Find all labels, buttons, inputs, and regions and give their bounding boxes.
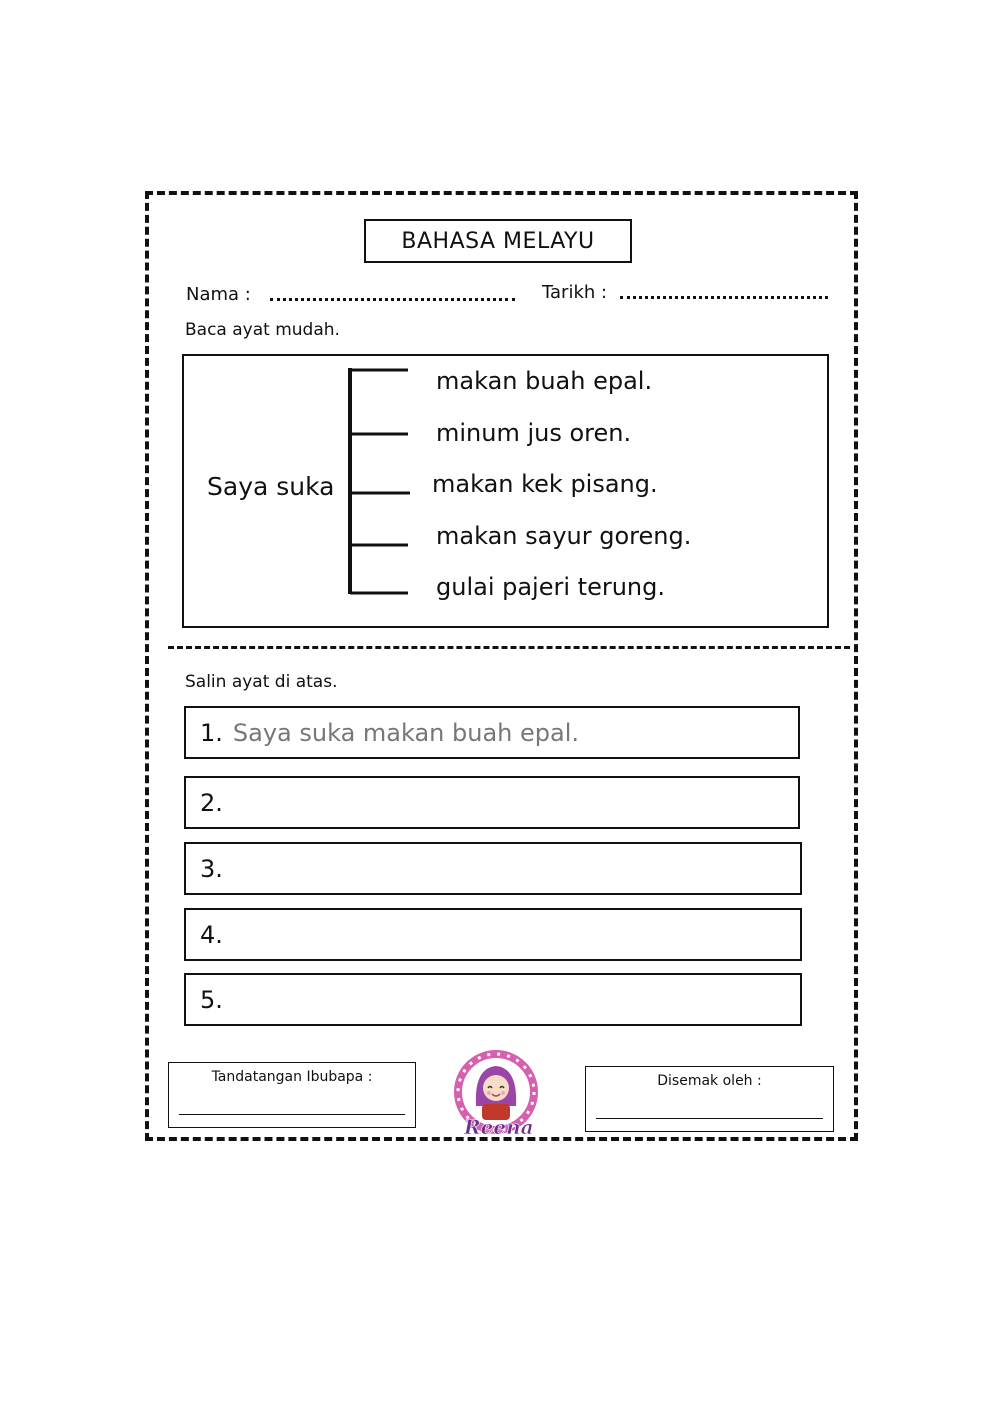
reading-ending-1: makan buah epal. <box>436 367 653 395</box>
copy-instruction: Salin ayat di atas. <box>185 672 338 692</box>
date-label: Tarikh : <box>542 282 608 303</box>
reading-ending-5: gulai pajeri terung. <box>436 573 665 601</box>
reading-ending-4: makan sayur goreng. <box>436 522 692 550</box>
copy-row-number: 3. <box>200 854 223 883</box>
parent-signature-label: Tandatangan Ibubapa : <box>211 1069 373 1085</box>
copy-row-4[interactable] <box>184 908 802 961</box>
branch-diagram <box>340 360 420 600</box>
parent-signature-line <box>179 1114 405 1115</box>
reading-ending-3: makan kek pisang. <box>432 470 658 498</box>
copy-row-number: 1. <box>200 718 223 747</box>
copy-row-3[interactable] <box>184 842 802 895</box>
reading-subject: Saya suka <box>207 472 335 501</box>
section-divider <box>168 646 850 649</box>
reena-logo-icon <box>448 1048 544 1140</box>
copy-row-number: 5. <box>200 985 223 1014</box>
copy-row-example: Saya suka makan buah epal. <box>232 718 580 747</box>
date-field[interactable] <box>620 296 828 299</box>
checked-by-line <box>596 1118 823 1119</box>
copy-row-number: 4. <box>200 920 223 949</box>
copy-row-1[interactable] <box>184 706 800 759</box>
copy-row-5[interactable] <box>184 973 802 1026</box>
copy-row-2[interactable] <box>184 776 800 829</box>
copy-row-number: 2. <box>200 788 223 817</box>
name-label: Nama : <box>186 284 251 305</box>
svg-text:Reena: Reena <box>464 1115 534 1139</box>
reading-ending-2: minum jus oren. <box>436 419 632 447</box>
checked-by-label: Disemak oleh : <box>657 1073 762 1089</box>
worksheet-title: BAHASA MELAYU <box>364 219 632 263</box>
reading-instruction: Baca ayat mudah. <box>185 320 340 340</box>
parent-signature-box[interactable] <box>168 1062 416 1128</box>
checked-by-box[interactable] <box>585 1066 834 1132</box>
name-field[interactable] <box>270 298 515 301</box>
